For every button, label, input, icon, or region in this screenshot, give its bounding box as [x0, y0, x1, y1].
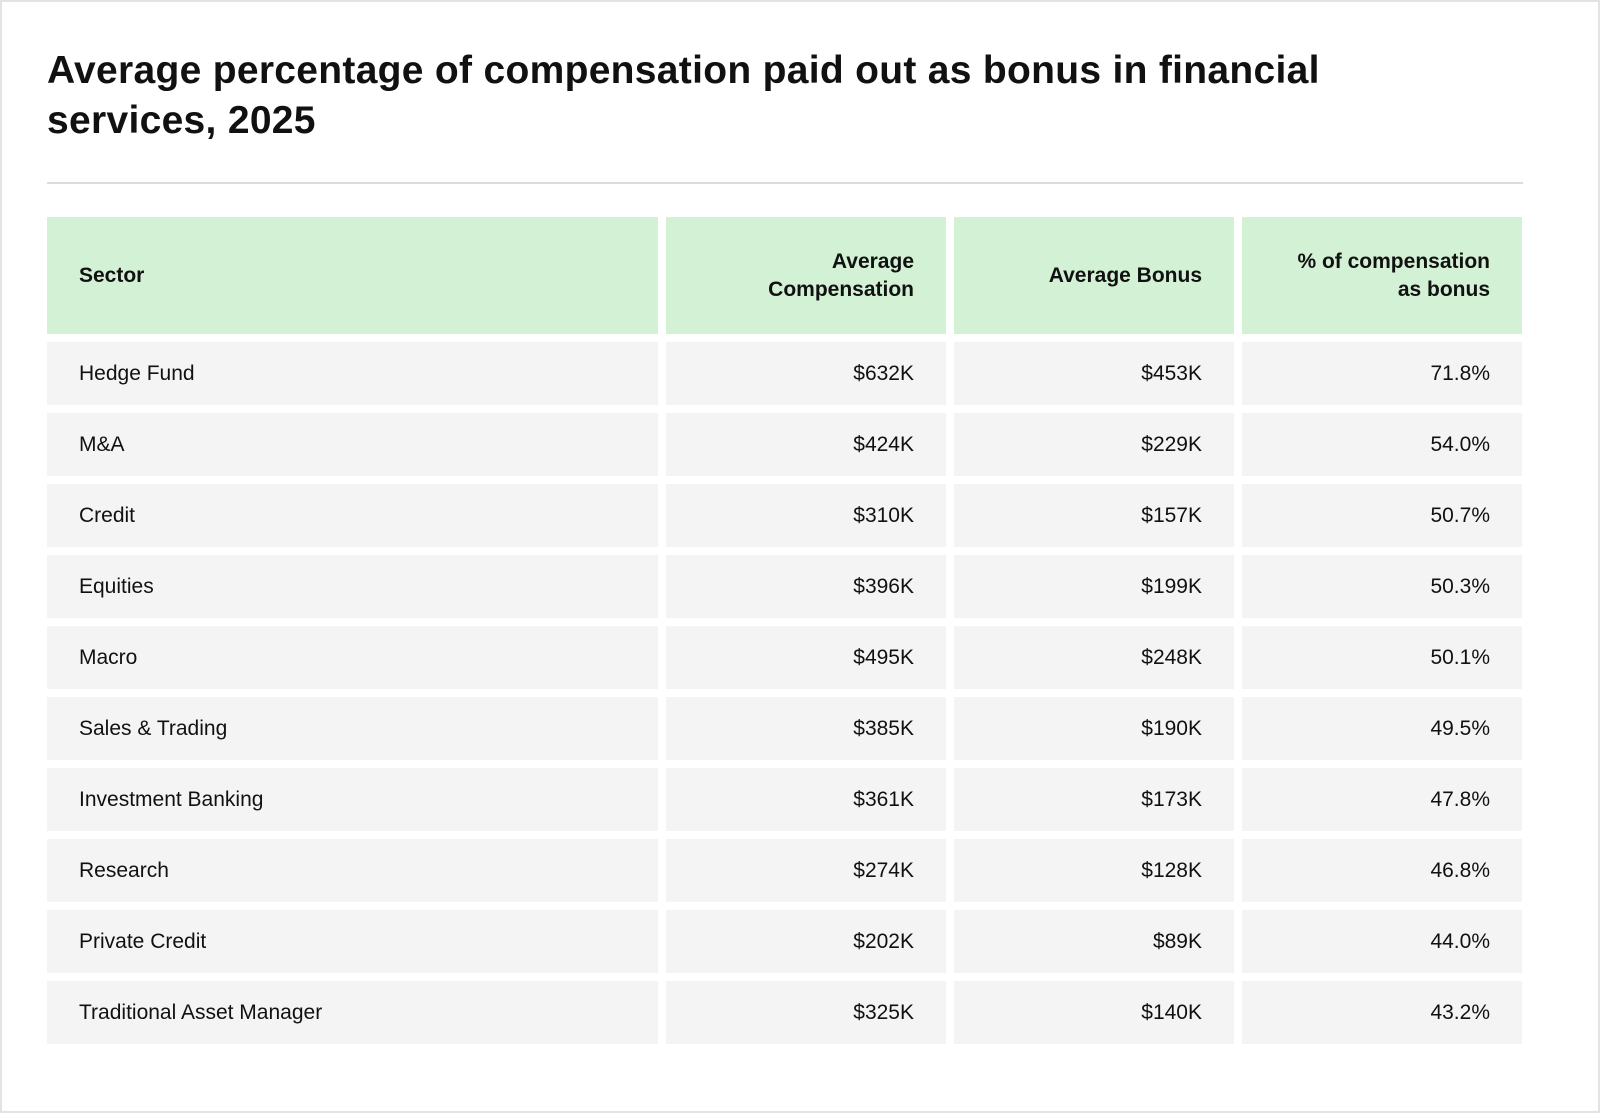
cell-average-bonus: $157K [954, 484, 1234, 547]
cell-average-bonus: $248K [954, 626, 1234, 689]
header-percent-bonus-line2: as bonus [1397, 277, 1490, 301]
title-divider [47, 182, 1523, 184]
table-row [47, 484, 1523, 547]
cell-average-compensation: $495K [666, 626, 946, 689]
cell-average-bonus: $229K [954, 413, 1234, 476]
cell-percent-bonus: 46.8% [1242, 839, 1522, 902]
cell-percent-bonus: 54.0% [1242, 413, 1522, 476]
cell-percent-bonus: 47.8% [1242, 768, 1522, 831]
cell-average-compensation: $361K [666, 768, 946, 831]
table-row [47, 910, 1523, 973]
cell-average-compensation: $632K [666, 342, 946, 405]
cell-sector: Research [47, 839, 658, 902]
data-table [47, 217, 1523, 1052]
cell-sector: Investment Banking [47, 768, 658, 831]
table-row [47, 839, 1523, 902]
cell-average-bonus: $453K [954, 342, 1234, 405]
cell-average-compensation: $274K [666, 839, 946, 902]
cell-average-bonus: $128K [954, 839, 1234, 902]
cell-percent-bonus: 71.8% [1242, 342, 1522, 405]
cell-average-bonus: $140K [954, 981, 1234, 1044]
table-row [47, 413, 1523, 476]
cell-average-compensation: $385K [666, 697, 946, 760]
cell-average-compensation: $396K [666, 555, 946, 618]
cell-percent-bonus: 44.0% [1242, 910, 1522, 973]
cell-sector: Equities [47, 555, 658, 618]
cell-percent-bonus: 43.2% [1242, 981, 1522, 1044]
chart-title: Average percentage of compensation paid out as bonus in financial services, 2025 [47, 49, 1320, 142]
table-row [47, 981, 1523, 1044]
cell-average-bonus: $173K [954, 768, 1234, 831]
cell-percent-bonus: 49.5% [1242, 697, 1522, 760]
cell-average-bonus: $199K [954, 555, 1234, 618]
table-row [47, 626, 1523, 689]
cell-sector: M&A [47, 413, 658, 476]
cell-average-compensation: $310K [666, 484, 946, 547]
cell-sector: Private Credit [47, 910, 658, 973]
cell-sector: Credit [47, 484, 658, 547]
cell-average-compensation: $424K [666, 413, 946, 476]
cell-sector: Sales & Trading [47, 697, 658, 760]
cell-sector: Hedge Fund [47, 342, 658, 405]
cell-percent-bonus: 50.3% [1242, 555, 1522, 618]
cell-average-compensation: $325K [666, 981, 946, 1044]
header-average-bonus-label: Average Bonus [1048, 263, 1202, 287]
cell-sector: Macro [47, 626, 658, 689]
cell-average-bonus: $190K [954, 697, 1234, 760]
cell-sector: Traditional Asset Manager [47, 981, 658, 1044]
cell-percent-bonus: 50.7% [1242, 484, 1522, 547]
header-average-compensation-line1: Average [831, 249, 914, 273]
header-average-compensation [666, 217, 946, 334]
table-row [47, 768, 1523, 831]
header-sector-label: Sector [79, 263, 145, 287]
cell-percent-bonus: 50.1% [1242, 626, 1522, 689]
table-header-row [47, 217, 1523, 334]
table-body [47, 342, 1523, 1044]
header-sector [47, 217, 658, 334]
header-average-bonus [954, 217, 1234, 334]
table-row [47, 697, 1523, 760]
header-percent-bonus-line1: % of compensation [1297, 249, 1490, 273]
header-percent-bonus [1242, 217, 1522, 334]
cell-average-bonus: $89K [954, 910, 1234, 973]
table-row [47, 555, 1523, 618]
header-average-compensation-line2: Compensation [768, 277, 914, 301]
cell-average-compensation: $202K [666, 910, 946, 973]
table-row [47, 342, 1523, 405]
